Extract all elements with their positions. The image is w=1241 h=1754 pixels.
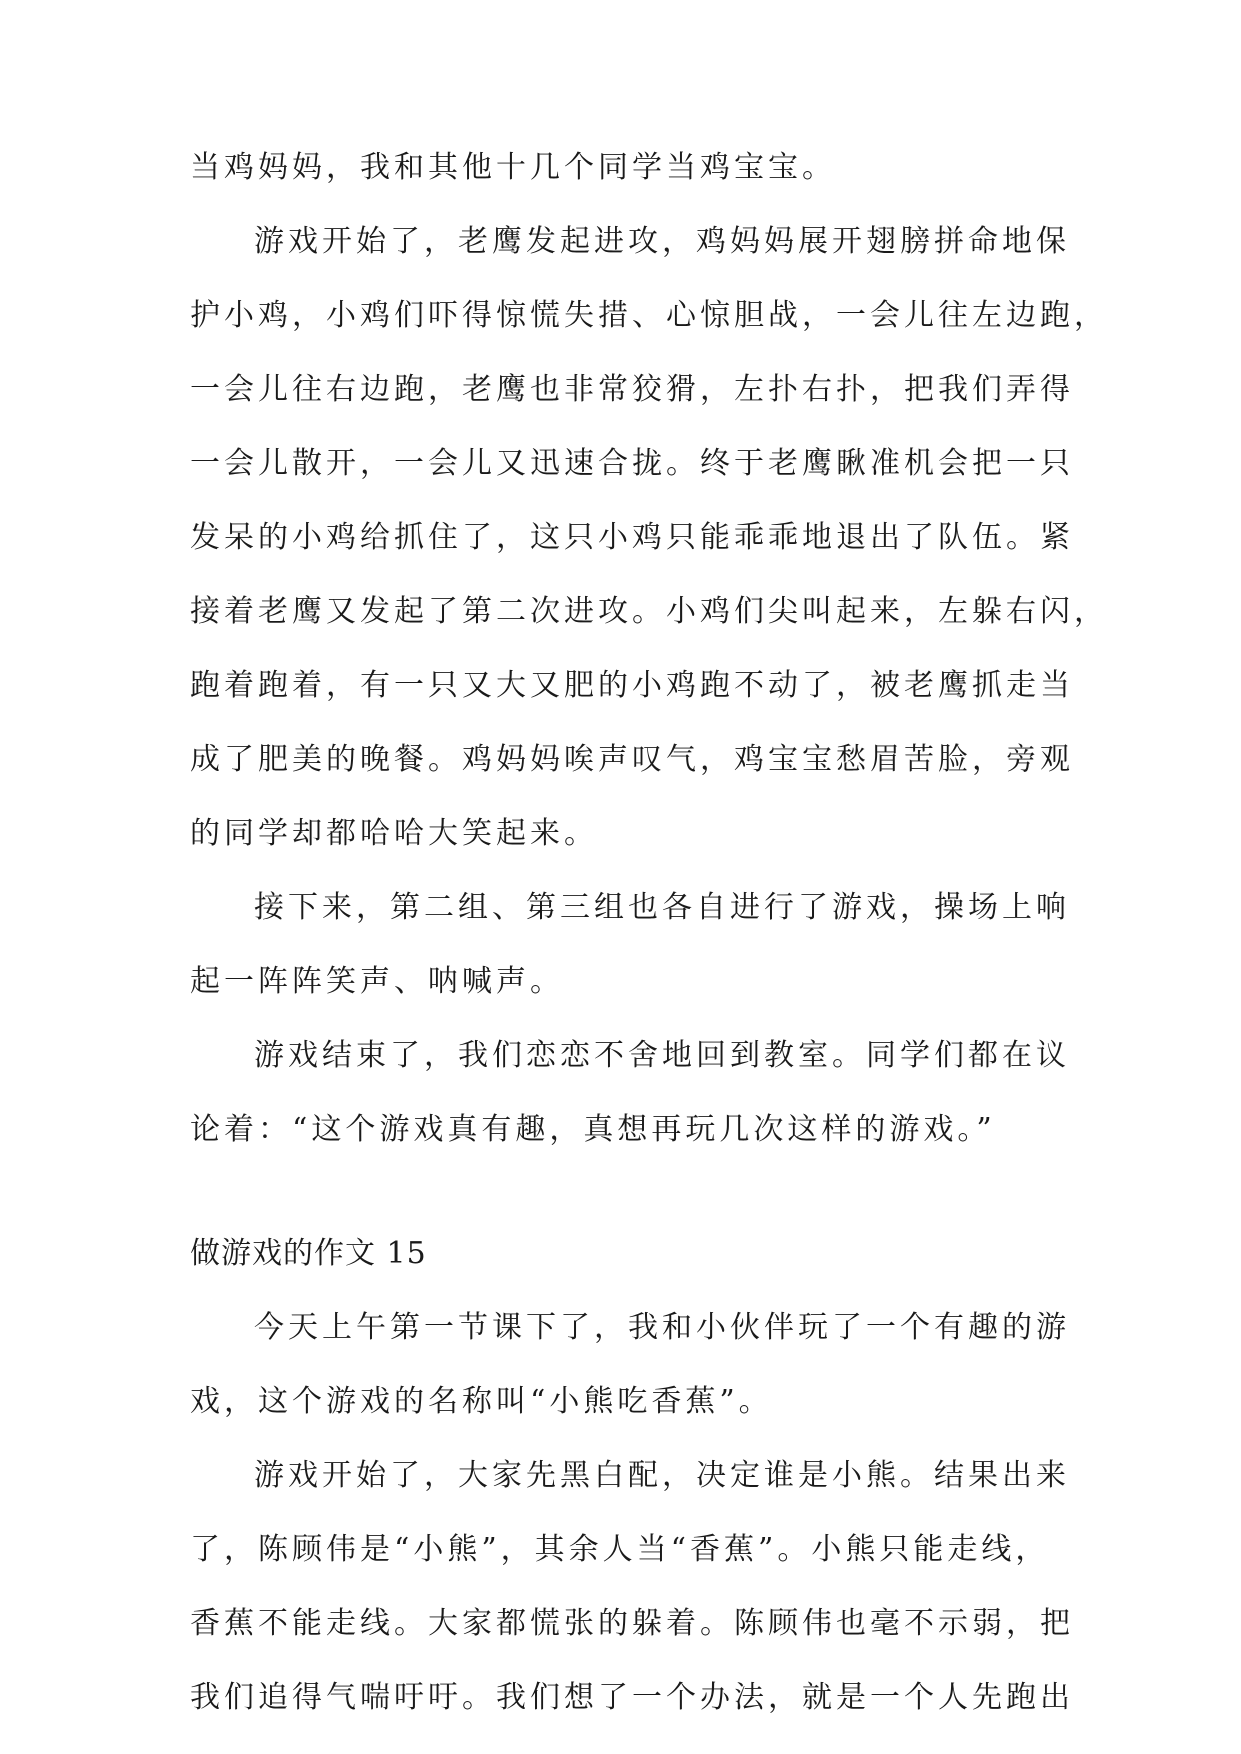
paragraph-line: 发呆的小鸡给抓住了，这只小鸡只能乖乖地退出了队伍。紧 [190,520,1074,555]
paragraph-line: 游戏开始了，老鹰发起进攻，鸡妈妈展开翅膀拼命地保 [254,224,1070,259]
section-heading: 做游戏的作文 15 [190,1236,427,1271]
paragraph-line: 游戏开始了，大家先黑白配，决定谁是小熊。结果出来 [254,1458,1070,1493]
paragraph-line: 的同学却都哈哈大笑起来。 [190,816,598,851]
paragraph-line: 跑着跑着，有一只又大又肥的小鸡跑不动了，被老鹰抓走当 [190,668,1074,703]
paragraph-line: 今天上午第一节课下了，我和小伙伴玩了一个有趣的游 [254,1310,1070,1345]
paragraph-line: 戏，这个游戏的名称叫“小熊吃香蕉”。 [190,1384,773,1419]
paragraph-line: 当鸡妈妈，我和其他十几个同学当鸡宝宝。 [190,150,836,185]
paragraph-line: 我们追得气喘吁吁。我们想了一个办法，就是一个人先跑出 [190,1680,1074,1715]
paragraph-line: 接下来，第二组、第三组也各自进行了游戏，操场上响 [254,890,1070,925]
paragraph-line: 护小鸡，小鸡们吓得惊慌失措、心惊胆战，一会儿往左边跑， [190,298,1108,333]
paragraph-line: 接着老鹰又发起了第二次进攻。小鸡们尖叫起来，左躲右闪， [190,594,1108,629]
paragraph-line: 了，陈顾伟是“小熊”，其余人当“香蕉”。小熊只能走线， [190,1532,1050,1567]
paragraph-line: 一会儿散开，一会儿又迅速合拢。终于老鹰瞅准机会把一只 [190,446,1074,481]
paragraph-line: 香蕉不能走线。大家都慌张的躲着。陈顾伟也毫不示弱，把 [190,1606,1074,1641]
paragraph-line: 成了肥美的晚餐。鸡妈妈唉声叹气，鸡宝宝愁眉苦脸，旁观 [190,742,1074,777]
paragraph-line: 论着：“这个游戏真有趣，真想再玩几次这样的游戏。” [190,1112,996,1147]
paragraph-line: 一会儿往右边跑，老鹰也非常狡猾，左扑右扑，把我们弄得 [190,372,1074,407]
paragraph-line: 起一阵阵笑声、呐喊声。 [190,964,564,999]
paragraph-line: 游戏结束了，我们恋恋不舍地回到教室。同学们都在议 [254,1038,1070,1073]
